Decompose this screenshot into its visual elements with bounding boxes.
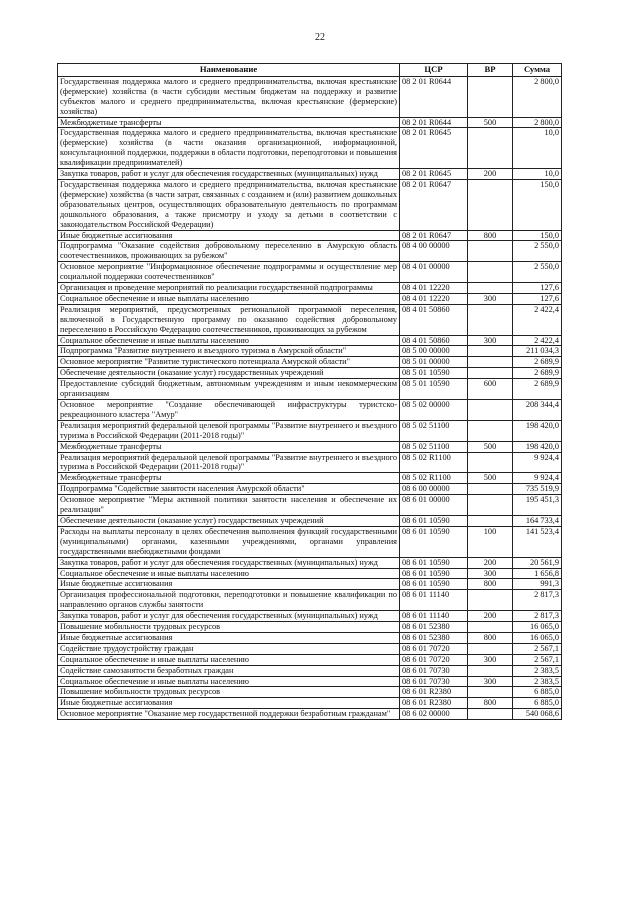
table-row — [58, 568, 562, 579]
cell-vr — [468, 515, 513, 526]
table-row — [58, 335, 562, 346]
header-vr: ВР — [468, 64, 513, 77]
table-row — [58, 241, 562, 262]
cell-vr — [468, 76, 513, 117]
cell-name: Государственная поддержка малого и среднего предпринимательства, включая крестьянские (фермерские) хозяйства (в части затрат, связанных с созданием и (или) развитием дошкольных образовательных центров, осуществляющих образовательную деятельность по программам дошкольного образования, а также присмотру и уходу за детьми в соответствии с законодательством Российской Федерации) — [58, 179, 400, 230]
cell-code: 08 6 01 10590 — [400, 526, 468, 557]
cell-vr: 800 — [468, 632, 513, 643]
cell-code: 08 4 00 00000 — [400, 241, 468, 262]
cell-vr — [468, 400, 513, 421]
cell-code: 08 6 01 10590 — [400, 579, 468, 590]
cell-code: 08 4 01 12220 — [400, 283, 468, 294]
table-row — [58, 169, 562, 180]
cell-sum: 20 561,9 — [513, 557, 562, 568]
cell-sum: 2 422,4 — [513, 304, 562, 335]
cell-vr — [468, 283, 513, 294]
cell-sum: 9 924,4 — [513, 452, 562, 473]
cell-name: Закупка товаров, работ и услуг для обеспечения государственных (муниципальных) нужд — [58, 169, 400, 180]
table-row — [58, 379, 562, 400]
cell-name: Закупка товаров, работ и услуг для обеспечения государственных (муниципальных) нужд — [58, 611, 400, 622]
cell-vr — [468, 368, 513, 379]
cell-sum: 2 550,0 — [513, 241, 562, 262]
cell-vr: 800 — [468, 579, 513, 590]
table-row — [58, 420, 562, 441]
cell-vr — [468, 452, 513, 473]
cell-sum: 2 550,0 — [513, 262, 562, 283]
cell-sum: 2 817,3 — [513, 590, 562, 611]
cell-sum: 2 567,1 — [513, 654, 562, 665]
cell-name: Иные бюджетные ассигнования — [58, 632, 400, 643]
cell-code: 08 2 01 R0647 — [400, 179, 468, 230]
cell-name: Межбюджетные трансферты — [58, 117, 400, 128]
cell-vr — [468, 241, 513, 262]
cell-name: Реализация мероприятий, предусмотренных региональной программой переселения, включенной в Государственную программу по оказанию содействия добровольному переселению в Российскую Федерацию соотечественников, проживающих за рубежом — [58, 304, 400, 335]
cell-sum: 195 451,3 — [513, 495, 562, 516]
cell-vr: 800 — [468, 230, 513, 241]
cell-code: 08 5 02 R1100 — [400, 473, 468, 484]
table-row — [58, 611, 562, 622]
table-row — [58, 526, 562, 557]
header-code: ЦСР — [400, 64, 468, 77]
cell-sum: 2 689,9 — [513, 379, 562, 400]
cell-code: 08 6 01 11140 — [400, 590, 468, 611]
cell-name: Реализация мероприятий федеральной целевой программы "Развитие внутреннего и въездного туризма в Российской Федерации (2011-2018 годы)" — [58, 420, 400, 441]
cell-vr — [468, 643, 513, 654]
cell-vr — [468, 590, 513, 611]
cell-name: Содействие трудоустройству граждан — [58, 643, 400, 654]
cell-sum: 6 885,0 — [513, 698, 562, 709]
cell-sum: 2 817,3 — [513, 611, 562, 622]
table-row — [58, 304, 562, 335]
cell-name: Повышение мобильности трудовых ресурсов — [58, 687, 400, 698]
table-body — [58, 76, 562, 719]
cell-name: Обеспечение деятельности (оказание услуг) государственных учреждений — [58, 515, 400, 526]
cell-vr: 100 — [468, 526, 513, 557]
cell-sum: 6 885,0 — [513, 687, 562, 698]
cell-name: Основное мероприятие "Развитие туристического потенциала Амурской области" — [58, 357, 400, 368]
cell-vr: 300 — [468, 676, 513, 687]
cell-code: 08 5 00 00000 — [400, 346, 468, 357]
cell-name: Социальное обеспечение и иные выплаты населению — [58, 654, 400, 665]
cell-name: Основное мероприятие "Информационное обеспечение подпрограммы и осуществление мер социальной поддержки соотечественников" — [58, 262, 400, 283]
cell-vr: 800 — [468, 698, 513, 709]
cell-code: 08 6 00 00000 — [400, 484, 468, 495]
cell-sum: 2 689,9 — [513, 357, 562, 368]
table-row — [58, 579, 562, 590]
cell-sum: 2 383,5 — [513, 676, 562, 687]
cell-code: 08 5 01 10590 — [400, 379, 468, 400]
cell-vr: 200 — [468, 169, 513, 180]
cell-name: Основное мероприятие "Оказание мер государственной поддержки безработным гражданам" — [58, 709, 400, 720]
cell-sum: 141 523,4 — [513, 526, 562, 557]
cell-vr: 300 — [468, 335, 513, 346]
cell-name: Предоставление субсидий бюджетным, автономным учреждениям и иным некоммерческим организациям — [58, 379, 400, 400]
cell-sum: 164 733,4 — [513, 515, 562, 526]
table-row — [58, 557, 562, 568]
cell-name: Социальное обеспечение и иные выплаты населению — [58, 676, 400, 687]
cell-name: Закупка товаров, работ и услуг для обеспечения государственных (муниципальных) нужд — [58, 557, 400, 568]
cell-vr — [468, 262, 513, 283]
cell-name: Подпрограмма "Развитие внутреннего и въездного туризма в Амурской области" — [58, 346, 400, 357]
cell-name: Подпрограмма "Содействие занятости населения Амурской области" — [58, 484, 400, 495]
cell-sum: 150,0 — [513, 179, 562, 230]
cell-code: 08 5 01 10590 — [400, 368, 468, 379]
cell-vr — [468, 622, 513, 633]
cell-vr — [468, 687, 513, 698]
table-row — [58, 368, 562, 379]
cell-name: Государственная поддержка малого и среднего предпринимательства, включая крестьянские (фермерские) хозяйства (в части субсидии местным бюджетам на поддержку и развитие субъектов малого и среднего предпринимательства, включая крестьянские (фермерские) хозяйства) — [58, 76, 400, 117]
cell-vr: 500 — [468, 117, 513, 128]
cell-sum: 540 068,6 — [513, 709, 562, 720]
cell-code: 08 6 01 R2380 — [400, 687, 468, 698]
cell-sum: 198 420,0 — [513, 441, 562, 452]
cell-sum: 198 420,0 — [513, 420, 562, 441]
cell-name: Иные бюджетные ассигнования — [58, 698, 400, 709]
cell-sum: 10,0 — [513, 169, 562, 180]
cell-name: Обеспечение деятельности (оказание услуг) государственных учреждений — [58, 368, 400, 379]
cell-code: 08 4 01 50860 — [400, 335, 468, 346]
cell-code: 08 4 01 12220 — [400, 293, 468, 304]
cell-sum: 150,0 — [513, 230, 562, 241]
table-row — [58, 473, 562, 484]
table-row — [58, 495, 562, 516]
cell-vr — [468, 709, 513, 720]
cell-sum: 16 065,0 — [513, 632, 562, 643]
cell-name: Социальное обеспечение и иные выплаты населению — [58, 335, 400, 346]
cell-name: Подпрограмма "Оказание содействия добровольному переселению в Амурскую область соотечественников, проживающих за рубежом" — [58, 241, 400, 262]
table-row — [58, 632, 562, 643]
cell-code: 08 5 02 51100 — [400, 420, 468, 441]
cell-vr — [468, 357, 513, 368]
cell-vr: 500 — [468, 473, 513, 484]
cell-vr — [468, 495, 513, 516]
cell-vr — [468, 179, 513, 230]
cell-name: Межбюджетные трансферты — [58, 441, 400, 452]
cell-code: 08 4 01 50860 — [400, 304, 468, 335]
table-row — [58, 179, 562, 230]
table-row — [58, 293, 562, 304]
cell-vr — [468, 665, 513, 676]
cell-code: 08 5 02 R1100 — [400, 452, 468, 473]
cell-sum: 991,3 — [513, 579, 562, 590]
cell-code: 08 5 02 51100 — [400, 441, 468, 452]
cell-sum: 9 924,4 — [513, 473, 562, 484]
cell-name: Организация и проведение мероприятий по реализации государственной подпрограммы — [58, 283, 400, 294]
table-header-row — [58, 64, 562, 77]
cell-code: 08 2 01 R0644 — [400, 76, 468, 117]
cell-sum: 2 422,4 — [513, 335, 562, 346]
cell-code: 08 6 01 70720 — [400, 654, 468, 665]
cell-code: 08 2 01 R0645 — [400, 169, 468, 180]
cell-name: Организация профессиональной подготовки, переподготовки и повышение квалификации по направлению органов службы занятости — [58, 590, 400, 611]
table-row — [58, 665, 562, 676]
cell-code: 08 6 01 R2380 — [400, 698, 468, 709]
cell-vr: 200 — [468, 611, 513, 622]
cell-code: 08 4 01 00000 — [400, 262, 468, 283]
table-row — [58, 622, 562, 633]
table-row — [58, 117, 562, 128]
cell-name: Расходы на выплаты персоналу в целях обеспечения выполнения функций государственными (муниципальными) органами, казенными учреждениями, органами управления государственными внебюджетными фондами — [58, 526, 400, 557]
cell-code: 08 6 01 10590 — [400, 515, 468, 526]
cell-sum: 2 567,1 — [513, 643, 562, 654]
table-row — [58, 484, 562, 495]
cell-sum: 10,0 — [513, 128, 562, 169]
header-name: Наименование — [58, 64, 400, 77]
cell-sum: 2 689,9 — [513, 368, 562, 379]
cell-code: 08 6 01 10590 — [400, 557, 468, 568]
cell-sum: 16 065,0 — [513, 622, 562, 633]
cell-code: 08 2 01 R0645 — [400, 128, 468, 169]
cell-code: 08 5 02 00000 — [400, 400, 468, 421]
cell-code: 08 6 01 70730 — [400, 676, 468, 687]
cell-code: 08 6 01 11140 — [400, 611, 468, 622]
cell-code: 08 2 01 R0647 — [400, 230, 468, 241]
cell-vr: 500 — [468, 441, 513, 452]
table-row — [58, 643, 562, 654]
table-row — [58, 262, 562, 283]
cell-name: Иные бюджетные ассигнования — [58, 579, 400, 590]
cell-vr — [468, 420, 513, 441]
cell-vr: 600 — [468, 379, 513, 400]
cell-name: Содействие самозанятости безработных граждан — [58, 665, 400, 676]
cell-name: Иные бюджетные ассигнования — [58, 230, 400, 241]
cell-name: Основное мероприятие "Создание обеспечивающей инфраструктуры туристско-рекреационного кластера "Амур" — [58, 400, 400, 421]
cell-name: Основное мероприятие "Меры активной политики занятости населения и обеспечение их реализации" — [58, 495, 400, 516]
table-row — [58, 76, 562, 117]
table-row — [58, 346, 562, 357]
cell-vr: 300 — [468, 568, 513, 579]
cell-sum: 735 519,9 — [513, 484, 562, 495]
table-row — [58, 441, 562, 452]
cell-sum: 1 656,8 — [513, 568, 562, 579]
cell-vr — [468, 484, 513, 495]
cell-code: 08 6 01 10590 — [400, 568, 468, 579]
table-row — [58, 400, 562, 421]
cell-sum: 2 800,0 — [513, 76, 562, 117]
cell-vr: 200 — [468, 557, 513, 568]
cell-vr — [468, 128, 513, 169]
table-row — [58, 687, 562, 698]
cell-sum: 127,6 — [513, 283, 562, 294]
cell-code: 08 6 01 70720 — [400, 643, 468, 654]
header-sum: Сумма — [513, 64, 562, 77]
cell-sum: 2 800,0 — [513, 117, 562, 128]
cell-name: Межбюджетные трансферты — [58, 473, 400, 484]
cell-sum: 2 383,5 — [513, 665, 562, 676]
cell-sum: 127,6 — [513, 293, 562, 304]
table-row — [58, 698, 562, 709]
cell-code: 08 6 01 00000 — [400, 495, 468, 516]
table-row — [58, 452, 562, 473]
cell-code: 08 6 01 70730 — [400, 665, 468, 676]
table-row — [58, 709, 562, 720]
table-row — [58, 283, 562, 294]
table-row — [58, 654, 562, 665]
cell-code: 08 6 02 00000 — [400, 709, 468, 720]
cell-sum: 211 034,3 — [513, 346, 562, 357]
cell-vr — [468, 346, 513, 357]
cell-name: Социальное обеспечение и иные выплаты населению — [58, 293, 400, 304]
budget-table — [57, 63, 562, 720]
cell-code: 08 5 01 00000 — [400, 357, 468, 368]
cell-sum: 208 344,4 — [513, 400, 562, 421]
table-row — [58, 128, 562, 169]
cell-vr: 300 — [468, 654, 513, 665]
table-row — [58, 515, 562, 526]
table-row — [58, 676, 562, 687]
cell-code: 08 6 01 52380 — [400, 632, 468, 643]
table-row — [58, 230, 562, 241]
cell-vr — [468, 304, 513, 335]
table-row — [58, 590, 562, 611]
cell-name: Государственная поддержка малого и среднего предпринимательства, включая крестьянские (фермерские) хозяйства (в части оказания организационной, информационной, консультационной поддержки, поддержки в области подготовки, переподготовки и повышения квалификации предпринимателей) — [58, 128, 400, 169]
cell-name: Повышение мобильности трудовых ресурсов — [58, 622, 400, 633]
table-row — [58, 357, 562, 368]
cell-code: 08 6 01 52380 — [400, 622, 468, 633]
cell-name: Социальное обеспечение и иные выплаты населению — [58, 568, 400, 579]
cell-vr: 300 — [468, 293, 513, 304]
cell-name: Реализация мероприятий федеральной целевой программы "Развитие внутреннего и въездного туризма в Российской Федерации (2011-2018 годы)" — [58, 452, 400, 473]
page-number: 22 — [315, 32, 325, 43]
cell-code: 08 2 01 R0644 — [400, 117, 468, 128]
